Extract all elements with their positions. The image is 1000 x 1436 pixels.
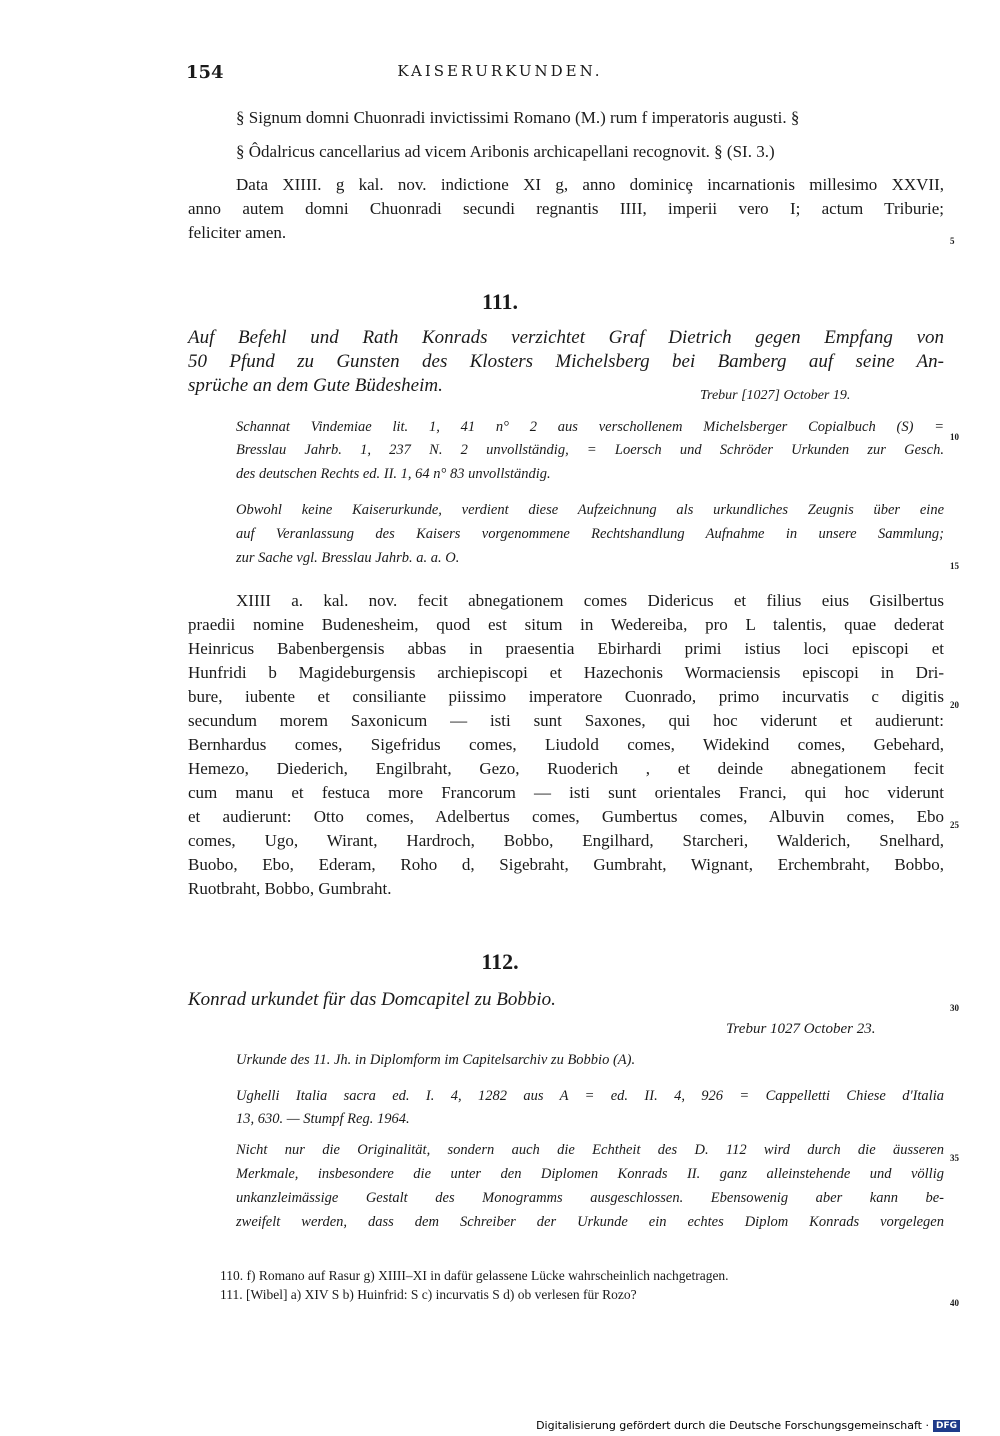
line-number: 25 [950, 820, 959, 830]
text-line: praedii nomine Budenesheim, quod est situm in Wedereiba, pro L talentis, quae dederat [188, 615, 944, 634]
note-line: zur Sache vgl. Bresslau Jahrb. a. a. O. [236, 550, 460, 566]
line-number: 35 [950, 1153, 959, 1163]
footnote-line: 110. f) Romano auf Rasur g) XIIII–XI in dafür gelassene Lücke wahrscheinlich nachgetragen. [220, 1268, 729, 1283]
running-head: KAISERURKUNDEN. [397, 62, 603, 80]
page-number: 154 [186, 62, 224, 83]
line-number: 20 [950, 700, 959, 710]
document-heading: Auf Befehl und Rath Konrads verzichtet Graf Dietrich gegen Empfang von [188, 327, 944, 348]
document-number: 111. [481, 289, 519, 314]
data-line: Data XIIII. g kal. nov. indictione XI g, anno dominicȩ incarnationis millesimo XXVII, [236, 175, 944, 194]
document-heading: sprüche an dem Gute Büdesheim. [188, 375, 443, 396]
footnote-line: 111. [Wibel] a) XIV S b) Huinfrid: S c) incurvatis S d) ob verlesen für Rozo? [220, 1287, 637, 1302]
source-line: Urkunde des 11. Jh. in Diplomform im Capitelsarchiv zu Bobbio (A). [236, 1052, 636, 1068]
note-line: Merkmale, insbesondere die unter den Diplomen Konrads II. ganz alleinstehende und völlig [236, 1166, 944, 1182]
text-line: Heinricus Babenbergensis abbas in praesentia Ebirhardi primi istius loci episcopi et [188, 639, 944, 658]
line-number: 30 [950, 1003, 959, 1013]
source-line: 13, 630. — Stumpf Reg. 1964. [236, 1111, 410, 1127]
note-line: Obwohl keine Kaiserurkunde, verdient diese Aufzeichnung als urkundliches Zeugnis über eine [236, 502, 944, 518]
text-line: secundum morem Saxonicum — isti sunt Saxones, qui hoc viderunt et audierunt: [188, 711, 944, 730]
source-line: Bresslau Jahrb. 1, 237 N. 2 unvollständig, = Loersch und Schröder Urkunden zur Gesch. [236, 442, 944, 458]
line-number: 5 [950, 236, 955, 246]
document-date: Trebur [1027] October 19. [700, 388, 851, 403]
text-line: Hunfridi b Magideburgensis archiepiscopi et Hazechonis Wormaciensis episcopi in Dri- [188, 663, 944, 682]
digitization-credit [536, 1419, 960, 1432]
note-line: unkanzleimässige Gestalt des Monogramms ausgeschlossen. Ebensowenig aber kann be- [236, 1190, 944, 1206]
text-line: Hemezo, Diederich, Engilbraht, Gezo, Ruoderich , et deinde abnegationem fecit [188, 759, 944, 778]
credit-text: Digitalisierung gefördert durch die Deutsche Forschungsgemeinschaft · [536, 1419, 929, 1432]
text-line: Bernhardus comes, Sigefridus comes, Liudold comes, Widekind comes, Gebehard, [188, 735, 944, 754]
line-number: 15 [950, 561, 959, 571]
document-heading: Konrad urkundet für das Domcapitel zu Bobbio. [188, 989, 556, 1010]
text-line: Ruotbraht, Bobbo, Gumbraht. [188, 879, 392, 898]
source-line: Ughelli Italia sacra ed. I. 4, 1282 aus A = ed. II. 4, 926 = Cappelletti Chiese d'Italia [236, 1088, 944, 1104]
line-number: 40 [950, 1298, 959, 1308]
note-line: auf Veranlassung des Kaisers vorgenommene Rechtshandlung Aufnahme in unsere Sammlung; [236, 526, 944, 542]
document-date: Trebur 1027 October 23. [726, 1021, 876, 1037]
source-line: Schannat Vindemiae lit. 1, 41 n° 2 aus verschollenem Michelsberger Copialbuch (S) = [236, 419, 944, 435]
dfg-logo: DFG [933, 1420, 960, 1432]
text-line: et audierunt: Otto comes, Adelbertus comes, Gumbertus comes, Albuvin comes, Ebo [188, 807, 944, 826]
text-line: cum manu et festuca more Francorum — isti sunt orientales Franci, qui hoc viderunt [188, 783, 944, 802]
text-line: bure, iubente et consiliante piissimo imperatore Cuonrado, primo incurvatis c digitis [188, 687, 944, 706]
text-line: Buobo, Ebo, Ederam, Roho d, Sigebraht, Gumbraht, Wignant, Erchembraht, Bobbo, [188, 855, 944, 874]
line-number: 10 [950, 432, 959, 442]
recognition-line: § Ôdalricus cancellarius ad vicem Aribonis archicapellani recognovit. § (SI. 3.) [236, 142, 775, 161]
note-line: Nicht nur die Originalität, sondern auch die Echtheit des D. 112 wird durch die äusseren [236, 1142, 944, 1158]
source-line: des deutschen Rechts ed. II. 1, 64 n° 83 unvollständig. [236, 466, 551, 482]
data-line: anno autem domni Chuonradi secundi regnantis IIII, imperii vero I; actum Triburie; [188, 199, 944, 218]
text-line: XIIII a. kal. nov. fecit abnegationem comes Didericus et filius eius Gisilbertus [236, 591, 944, 610]
signum-line: § Signum domni Chuonradi invictissimi Romano (M.) rum f imperatoris augusti. § [236, 108, 800, 127]
document-heading: 50 Pfund zu Gunsten des Klosters Michelsberg bei Bamberg auf seine An- [188, 351, 944, 372]
note-line: zweifelt werden, dass dem Schreiber der Urkunde ein echtes Diplom Konrads vorgelegen [236, 1214, 944, 1230]
data-line: feliciter amen. [188, 223, 287, 242]
document-number: 112. [481, 949, 519, 974]
text-line: comes, Ugo, Wirant, Hardroch, Bobbo, Engilhard, Starcheri, Walderich, Snelhard, [188, 831, 944, 850]
